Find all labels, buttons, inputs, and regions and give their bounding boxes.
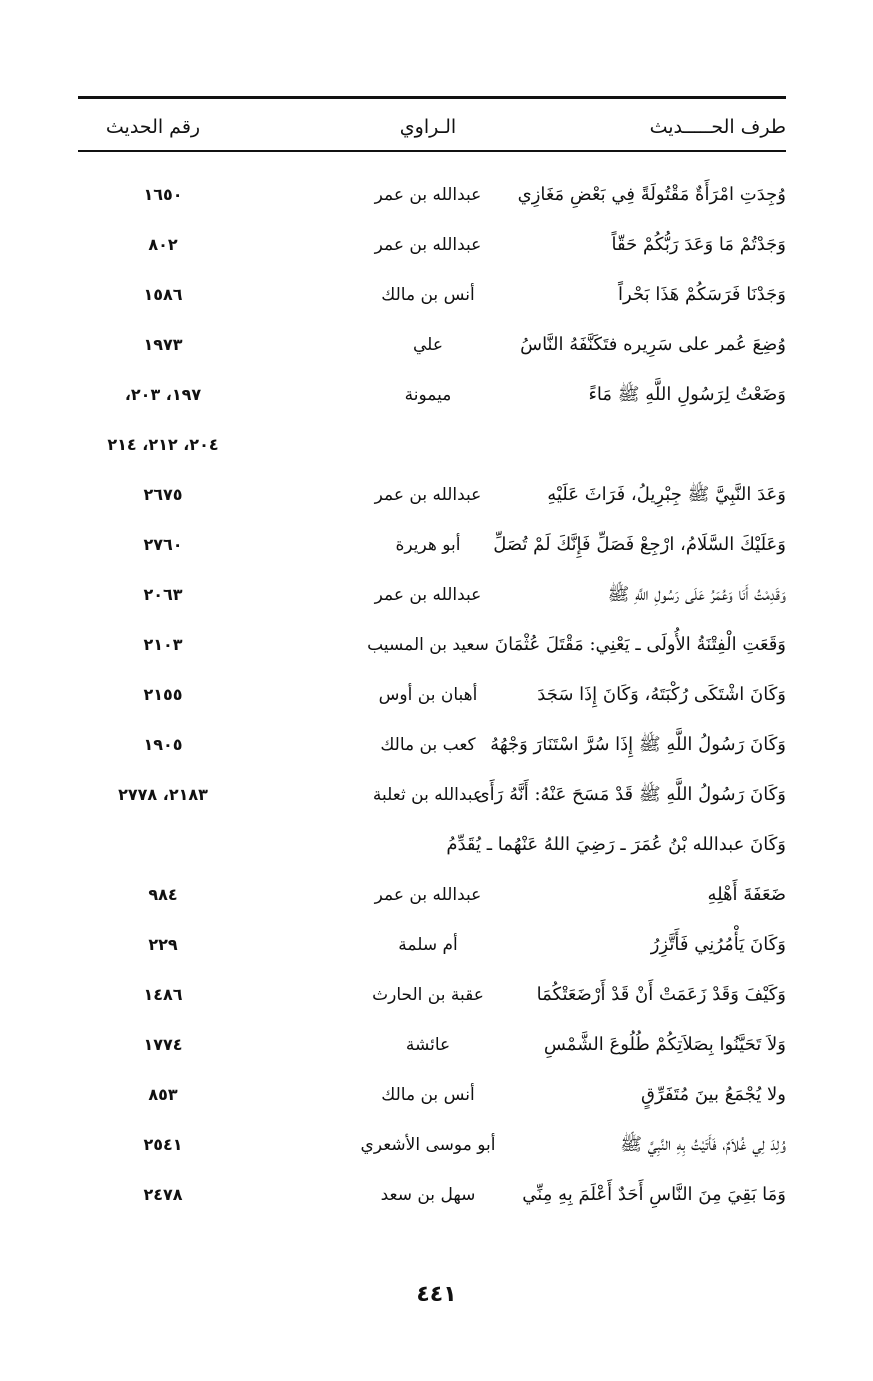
hadith-text: ضَعَفَةَ أَهْلِهِ (707, 884, 786, 905)
hadith-text: وَكَيْفَ وَقَدْ زَعَمَتْ أَنْ قَدْ أَرْضَعَتْكُمَا (536, 984, 786, 1005)
hadith-text: وَكَانَ رَسُولُ اللَّهِ ﷺ قَدْ مَسَحَ عَنْهُ: أَنَّهُ رَأَى (475, 784, 786, 805)
table-row (78, 1020, 786, 1070)
narrator: عائشة (405, 1035, 451, 1055)
table-row (78, 970, 786, 1020)
table-row (78, 1170, 786, 1220)
header-top-rule (78, 96, 786, 99)
hadith-text: وَكَانَ رَسُولُ اللَّهِ ﷺ إِذَا سُرَّ اسْتَنَارَ وَجْهُهُ (490, 734, 786, 755)
hadith-text: وُجِدَتِ امْرَأَةٌ مَقْتُولَةً فِي بَعْضِ مَغَازِي (517, 184, 786, 205)
table-row (78, 370, 786, 420)
hadith-number: ٢٠٦٣ (143, 585, 183, 604)
hadith-number: ١٧٧٤ (143, 1035, 183, 1054)
narrator: عبدالله بن ثعلبة (372, 785, 484, 805)
hadith-number: ٢٤٧٨ (143, 1185, 183, 1204)
narrator: كعب بن مالك (380, 735, 476, 755)
hadith-text: وَقَدِمْتُ أَنَا وَعُمَرُ عَلَى رَسُولِ اللَّهِ ﷺ (607, 584, 786, 605)
table-row (78, 420, 786, 470)
hadith-text: وَكَانَ يَأْمُرُنِي فَأَتَّزِرُ (650, 934, 786, 955)
header-narrator: الـراوي (399, 116, 457, 138)
hadith-number: ٢١٨٣، ٢٧٧٨ (118, 785, 208, 804)
table-row (78, 820, 786, 870)
narrator: أنس بن مالك (381, 285, 475, 305)
hadith-text: وَكَانَ عبدالله بْنُ عُمَرَ ـ رَضِيَ اللهُ عَنْهُما ـ يُقَدِّمُ (446, 834, 786, 855)
hadith-text: وَمَا بَقِيَ مِنَ النَّاسِ أَحَدٌ أَعْلَمَ بِهِ مِنِّي (522, 1184, 786, 1205)
narrator: عبدالله بن عمر (374, 185, 482, 205)
hadith-number: ٨٠٢ (148, 235, 178, 254)
table-row (78, 220, 786, 270)
narrator: عبدالله بن عمر (374, 885, 482, 905)
table-row (78, 670, 786, 720)
table-row (78, 570, 786, 620)
narrator: عبدالله بن عمر (374, 485, 482, 505)
hadith-text: وُلِدَ لِي غُلاَمٌ، فَأَتَيْتُ بِهِ النَّبِيَّ ﷺ (620, 1134, 786, 1155)
narrator: عبدالله بن عمر (374, 585, 482, 605)
hadith-number: ٢٢٩ (148, 935, 178, 954)
narrator: أنس بن مالك (381, 1085, 475, 1105)
table-row (78, 1120, 786, 1170)
table-row (78, 920, 786, 970)
narrator: عبدالله بن عمر (374, 235, 482, 255)
hadith-text: ولا يُجْمَعُ بينَ مُتَفَرِّقٍ (641, 1084, 786, 1105)
hadith-text: وَقَعَتِ الْفِتْنَةُ الأُولَى ـ يَعْنِي: مَقْتَلَ عُثْمَانَ (494, 634, 786, 655)
hadith-text: وُضِعَ عُمر على سَرِيره فتَكَنَّفَهُ النَّاسُ (520, 334, 786, 355)
hadith-text: وَجَدْتُمْ مَا وَعَدَ رَبُّكُمْ حَقّاً (611, 234, 786, 255)
hadith-number: ١٩٠٥ (143, 735, 183, 754)
table-row (78, 720, 786, 770)
hadith-number: ٢٧٦٠ (143, 535, 183, 554)
hadith-number: ٨٥٣ (148, 1085, 178, 1104)
table-row (78, 170, 786, 220)
header-bottom-rule (78, 150, 786, 152)
table-row (78, 770, 786, 820)
hadith-number: ١٩٧، ٢٠٣، (124, 385, 202, 404)
hadith-text: وَكَانَ اشْتَكَى رُكْبَتَهُ، وَكَانَ إِذَا سَجَدَ (537, 684, 786, 705)
hadith-number: ١٤٨٦ (143, 985, 183, 1004)
hadith-text: وَضَعْتُ لِرَسُولِ اللَّهِ ﷺ مَاءً (588, 384, 786, 405)
table-row (78, 320, 786, 370)
narrator: أبو موسى الأشعري (360, 1135, 496, 1155)
narrator: أم سلمة (398, 935, 458, 955)
hadith-number: ١٥٨٦ (143, 285, 183, 304)
hadith-number: ٢٦٧٥ (143, 485, 183, 504)
hadith-text: وَعَلَيْكَ السَّلَامُ، ارْجِعْ فَصَلِّ فَإِنَّكَ لَمْ تُصَلِّ (493, 534, 786, 555)
hadith-number: ٢١٥٥ (143, 685, 183, 704)
narrator: أهبان بن أوس (378, 685, 478, 705)
table-row (78, 270, 786, 320)
header-hadith-text: طرف الحـــــديث (649, 116, 786, 138)
narrator: ميمونة (404, 385, 452, 405)
hadith-number: ١٩٧٣ (143, 335, 183, 354)
hadith-text: وَلاَ تَحَيَّنُوا بِصَلاَتِكُمْ طُلُوعَ الشَّمْسِ (543, 1034, 786, 1055)
table-row (78, 470, 786, 520)
narrator: علي (413, 335, 443, 355)
narrator: سعيد بن المسيب (367, 635, 489, 655)
hadith-number: ١٦٥٠ (143, 185, 183, 204)
hadith-number: ٢٥٤١ (143, 1135, 183, 1154)
narrator: أبو هريرة (395, 535, 461, 555)
narrator: عقبة بن الحارث (372, 985, 484, 1005)
table-row (78, 1070, 786, 1120)
header-hadith-number: رقم الحديث (105, 116, 201, 138)
hadith-text: وَجَدْنَا فَرَسَكُمْ هَذَا بَحْراً (618, 284, 786, 305)
hadith-text: وَعَدَ النَّبِيَّ ﷺ جِبْرِيلُ، فَرَاثَ عَلَيْهِ (547, 484, 786, 505)
table-row (78, 870, 786, 920)
hadith-number: ٢٠٤، ٢١٢، ٢١٤ (107, 435, 219, 454)
table-row (78, 620, 786, 670)
hadith-index-table (78, 170, 786, 1220)
narrator: سهل بن سعد (380, 1185, 476, 1205)
hadith-number: ٩٨٤ (148, 885, 178, 904)
hadith-number: ٢١٠٣ (143, 635, 183, 654)
table-header (78, 110, 786, 144)
page-number: ٤٤١ (416, 1282, 457, 1307)
table-row (78, 520, 786, 570)
